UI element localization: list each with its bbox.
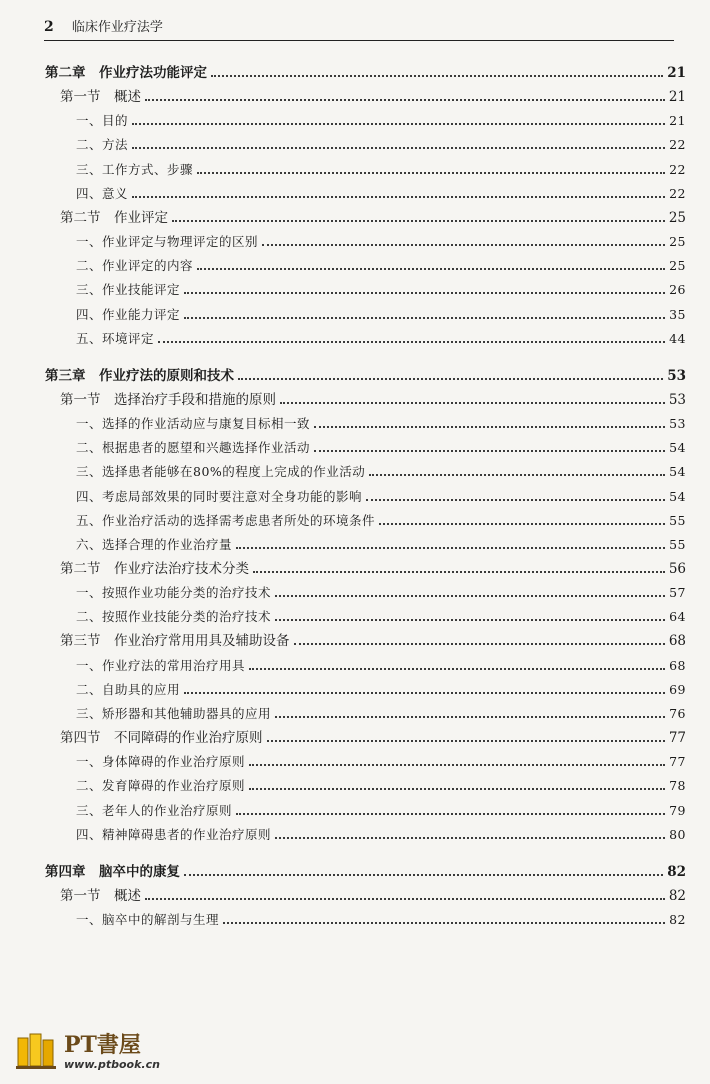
toc-title: 三、工作方式、步骤	[76, 161, 194, 177]
toc-item-row	[76, 228, 686, 250]
toc-title: 第二章 作业疗法功能评定	[45, 65, 207, 81]
toc-page-number: 25	[669, 258, 686, 274]
toc-section-row	[60, 83, 686, 105]
toc-title: 一、选择的作业活动应与康复目标相一致	[76, 416, 311, 432]
dot-leader	[294, 642, 665, 645]
dot-leader	[238, 377, 663, 380]
toc-item-row	[76, 434, 686, 456]
toc-page-number: 53	[667, 367, 686, 384]
toc-section-row	[60, 882, 686, 904]
dot-leader	[249, 787, 665, 790]
toc-title: 第一节 概述	[60, 887, 141, 904]
toc-page-number: 68	[669, 657, 686, 673]
toc-page-number: 55	[669, 536, 686, 552]
toc-page-number: 57	[669, 585, 686, 601]
dot-leader	[236, 546, 665, 549]
toc-title: 二、按照作业技能分类的治疗技术	[76, 609, 272, 625]
toc-item-row	[76, 772, 686, 794]
toc-page-number: 68	[668, 633, 686, 650]
toc-page-number: 25	[668, 209, 686, 226]
toc-page-number: 53	[669, 416, 686, 432]
toc-item-row	[76, 483, 686, 505]
dot-leader	[132, 122, 665, 125]
toc-page-number: 54	[669, 440, 686, 456]
toc-page-number: 82	[669, 912, 686, 928]
toc-item-row	[76, 156, 686, 178]
toc-page-number: 21	[669, 113, 686, 129]
toc-title: 第四章 脑卒中的康复	[45, 863, 180, 880]
dot-leader	[253, 570, 665, 573]
toc-section-row	[60, 386, 686, 408]
dot-leader	[197, 171, 665, 174]
toc-page-number: 53	[668, 391, 686, 408]
toc-item-row	[76, 180, 686, 202]
toc-page-number: 44	[669, 330, 686, 346]
toc-title: 三、老年人的作业治疗原则	[76, 802, 233, 818]
dot-leader	[184, 316, 665, 319]
page-number: 2	[44, 19, 54, 35]
toc-section-row	[60, 204, 686, 226]
toc-title: 二、自助具的应用	[76, 681, 181, 697]
toc-item-row	[76, 107, 686, 129]
toc-item-row	[76, 906, 686, 928]
toc-title: 二、方法	[76, 137, 129, 153]
toc-item-row	[76, 458, 686, 480]
toc-page-number: 22	[669, 161, 686, 177]
dot-leader	[132, 146, 665, 149]
toc-page-number: 54	[669, 488, 686, 504]
dot-leader	[275, 594, 665, 597]
toc-title: 三、矫形器和其他辅助器具的应用	[76, 705, 272, 721]
toc-page-number: 55	[669, 512, 686, 528]
toc-item-row	[76, 301, 686, 323]
toc-item-row	[76, 603, 686, 625]
dot-leader	[184, 873, 663, 876]
toc-page-number: 76	[669, 705, 686, 721]
watermark-logo	[12, 1028, 202, 1076]
toc-item-row	[76, 531, 686, 553]
toc-title: 四、精神障碍患者的作业治疗原则	[76, 826, 272, 842]
dot-leader	[184, 291, 665, 294]
toc-page-number: 25	[669, 234, 686, 250]
dot-leader	[280, 401, 665, 404]
toc-page-number: 82	[667, 863, 686, 880]
toc-title: 第一节 选择治疗手段和措施的原则	[60, 391, 276, 408]
toc-page-number: 64	[669, 609, 686, 625]
toc-title: 一、作业评定与物理评定的区别	[76, 234, 259, 250]
toc-page-number: 22	[669, 137, 686, 153]
toc-title: 五、作业治疗活动的选择需考虑患者所处的环境条件	[76, 512, 376, 528]
dot-leader	[132, 195, 665, 198]
dot-leader	[145, 98, 665, 101]
toc-title: 第四节 不同障碍的作业治疗原则	[60, 730, 263, 747]
toc-title: 二、根据患者的愿望和兴趣选择作业活动	[76, 440, 311, 456]
toc-title: 四、作业能力评定	[76, 306, 181, 322]
toc-page-number: 35	[669, 306, 686, 322]
toc-item-row	[76, 676, 686, 698]
toc-title: 三、选择患者能够在80%的程度上完成的作业活动	[76, 464, 366, 480]
toc-title: 一、身体障碍的作业治疗原则	[76, 754, 246, 770]
toc-chapter-row	[45, 59, 686, 81]
toc-page-number: 21	[667, 65, 686, 81]
book-icon	[16, 1032, 56, 1070]
toc-page-number: 77	[669, 754, 686, 770]
toc-chapter-row	[45, 858, 686, 880]
dot-leader	[172, 219, 665, 222]
dot-leader	[314, 425, 665, 428]
dot-leader	[184, 691, 665, 694]
toc-item-row	[76, 410, 686, 432]
toc-title: 第二节 作业评定	[60, 209, 168, 226]
toc-item-row	[76, 579, 686, 601]
toc-item-row	[76, 507, 686, 529]
toc-section-row	[60, 555, 686, 577]
toc-title: 第三章 作业疗法的原则和技术	[45, 367, 234, 384]
dot-leader	[275, 715, 665, 718]
toc-page-number: 56	[668, 561, 686, 577]
page-header	[44, 14, 674, 41]
toc-item-row	[76, 252, 686, 274]
toc-title: 六、选择合理的作业治疗量	[76, 536, 233, 552]
watermark-url: www.ptbook.cn	[64, 1058, 160, 1071]
dot-leader	[158, 340, 665, 343]
toc-title: 四、考虑局部效果的同时要注意对全身功能的影响	[76, 488, 363, 504]
book-title: 临床作业疗法学	[71, 20, 163, 35]
toc-item-row	[76, 700, 686, 722]
toc-title: 一、脑卒中的解剖与生理	[76, 912, 220, 928]
dot-leader	[145, 897, 665, 900]
toc-item-row	[76, 821, 686, 843]
toc-page-number: 26	[669, 282, 686, 298]
toc-title: 一、作业疗法的常用治疗用具	[76, 657, 246, 673]
dot-leader	[197, 267, 665, 270]
dot-leader	[275, 836, 665, 839]
toc-section-row	[60, 627, 686, 649]
toc-page-number: 22	[669, 185, 686, 201]
dot-leader	[366, 498, 665, 501]
toc-title: 一、按照作业功能分类的治疗技术	[76, 585, 272, 601]
toc-item-row	[76, 276, 686, 298]
toc-item-row	[76, 652, 686, 674]
toc-item-row	[76, 131, 686, 153]
dot-leader	[369, 473, 665, 476]
dot-leader	[275, 618, 665, 621]
dot-leader	[236, 812, 665, 815]
dot-leader	[314, 449, 665, 452]
dot-leader	[379, 522, 665, 525]
toc-title: 第二节 作业疗法治疗技术分类	[60, 561, 249, 577]
watermark-brand: PT書屋	[64, 1032, 141, 1058]
toc-page-number: 77	[668, 730, 686, 747]
toc-page-number: 69	[669, 681, 686, 697]
toc-page-number: 54	[669, 464, 686, 480]
toc-section-row	[60, 724, 686, 746]
toc-title: 四、意义	[76, 185, 129, 201]
dot-leader	[223, 921, 665, 924]
toc-page-number: 21	[668, 89, 686, 106]
toc-title: 五、环境评定	[76, 330, 155, 346]
toc-page-number: 79	[669, 802, 686, 818]
dot-leader	[262, 243, 665, 246]
dot-leader	[267, 739, 665, 742]
toc-page-number: 82	[668, 887, 686, 904]
toc-chapter-row	[45, 362, 686, 384]
toc-title: 三、作业技能评定	[76, 282, 181, 298]
toc-title: 二、发育障碍的作业治疗原则	[76, 778, 246, 794]
toc-item-row	[76, 797, 686, 819]
dot-leader	[249, 763, 665, 766]
toc-title: 第三节 作业治疗常用用具及辅助设备	[60, 633, 290, 650]
toc-page-number: 78	[669, 778, 686, 794]
toc-title: 第一节 概述	[60, 89, 141, 106]
toc-item-row	[76, 325, 686, 347]
toc-title: 一、目的	[76, 113, 129, 129]
toc-item-row	[76, 748, 686, 770]
toc-title: 二、作业评定的内容	[76, 258, 194, 274]
toc-page-number: 80	[669, 826, 686, 842]
dot-leader	[211, 74, 663, 77]
dot-leader	[249, 667, 665, 670]
